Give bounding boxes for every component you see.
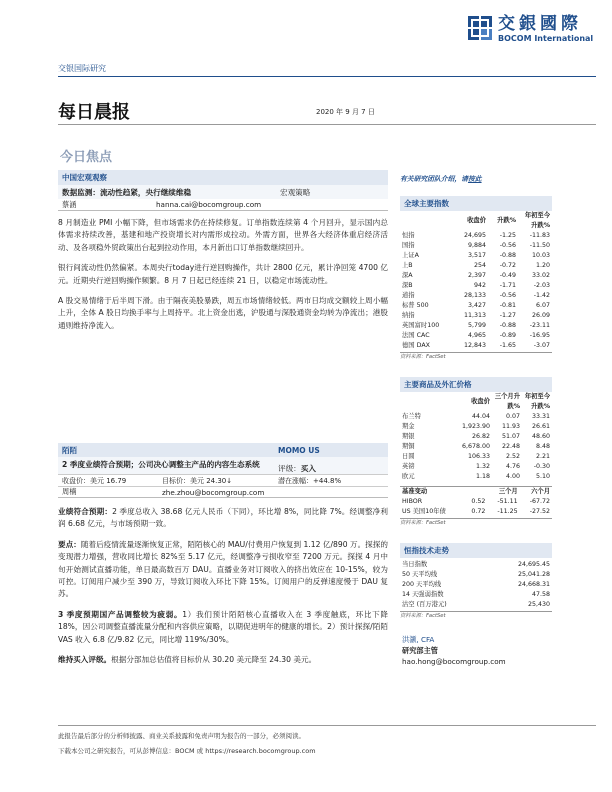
row-value: 1.32 (475, 463, 490, 470)
row-value: 10.03 (531, 252, 550, 259)
row-label: 200 天平均线 (402, 581, 442, 588)
idx-h3: 年初至今升跌% (524, 212, 550, 229)
target-price: 目标价：美元 24.30↓ (162, 476, 233, 485)
row-value: -11.50 (529, 242, 550, 249)
rate-h1 (463, 487, 487, 498)
table-row (400, 412, 552, 422)
row-label: 法国 CAC (402, 332, 430, 339)
dept-label: 交银国际研究 (58, 64, 106, 73)
row-label: 日圆 (402, 453, 415, 460)
row-value: 51.07 (501, 433, 520, 440)
row-value: 0.52 (471, 498, 486, 505)
row-value: 26.09 (531, 312, 550, 319)
row-value: 26.82 (471, 433, 490, 440)
rating-label: 评级： (278, 464, 301, 473)
row-value: 106.33 (467, 453, 490, 460)
row-value: -0.30 (533, 463, 550, 470)
indices-table (400, 211, 552, 351)
p1-lead: 业绩符合预期： (58, 507, 113, 516)
table-row (400, 472, 552, 482)
idx-h0 (400, 211, 454, 231)
table-row (400, 590, 552, 600)
row-value: 4.76 (505, 463, 520, 470)
row-value: 24,668.31 (517, 581, 550, 588)
table-row (400, 281, 552, 291)
table-row (400, 311, 552, 321)
p2-text: 随着后疫情流量逐渐恢复正常，陌陌核心的 MAU/付费用户恢复到 1.12 亿/890 万。探探的变现潜力增强，营收同比增长 82%至 5.17 亿元，经调整净亏损收窄至 7200 万元。探探 4 月中旬开始测试直播功能，单日最高数百万 DAU。直播业务对订阅收入的挤出效应在 10-15%，较为可控。订阅用户减少至 390 万，导致订阅收入环比下降 15%。订阅用户的反弹速度慢于 DAU 复苏。 (58, 539, 388, 599)
row-value: 25,041.28 (517, 571, 550, 578)
report-date: 2020 年 9 月 7 日 (316, 108, 375, 116)
macro-para-2: 银行间流动性仍然偏紧。本周央行today进行逆回购操作，共计 2800 亿元，累计净回笼 4700 亿元。近期央行逆回购操作频繁。8 月 7 日起已经连续 21 日，以稳定市场流动性。 (58, 263, 388, 285)
row-value: 24,695 (463, 232, 487, 239)
company-name: 陌陌 (62, 445, 77, 455)
row-value: -1.65 (499, 342, 516, 349)
row-value: 2.21 (535, 453, 550, 460)
row-label: 当日指数 (402, 561, 428, 568)
row-value: -11.83 (529, 232, 550, 239)
row-value: -1.25 (499, 232, 516, 239)
row-value: 9,884 (467, 242, 487, 249)
table-row (400, 422, 552, 432)
commodities-panel (400, 377, 552, 526)
row-value: 1.18 (475, 473, 490, 480)
row-value: -0.88 (499, 322, 516, 329)
row-value: -1.42 (533, 292, 550, 299)
upside: 潜在涨幅：+44.8% (278, 476, 342, 485)
macro-para-3: A 股交易情绪于后半周下滑。由于隔夜美股暴跌，周五市场情绪较低。两市日均成交额较上周小幅上升，全体 A 股日均换手率与上周持平。北上资金出逃，沪股通与深股通资金均转为净流出；港股通则维持净流入。 (58, 296, 388, 330)
idx-h2: 升跌% (497, 217, 516, 224)
row-label: 14 天强弱指数 (402, 591, 444, 598)
page-title: 每日晨报 (58, 102, 130, 123)
brand-en: BOCOM International (498, 34, 594, 43)
footer-disclaimer: 此报告最后部分的分析师披露、商业关系披露和免责声明为报告的一部分，必须阅读。 (58, 732, 305, 740)
row-label: 标普 500 (402, 302, 429, 309)
row-value: -11.25 (497, 508, 518, 515)
row-value: 11,313 (463, 312, 487, 319)
row-label: 期银 (402, 433, 415, 440)
footer-download: 下载本公司之研究报告，可从彭博信息：BOCM 或 https://research.bocomgroup.com (58, 747, 316, 755)
row-value: 47.58 (531, 591, 550, 598)
row-value: 33.31 (531, 413, 550, 420)
row-value: -0.89 (499, 332, 516, 339)
table-row (400, 560, 552, 570)
row-value: -0.56 (499, 292, 516, 299)
p4-text: 根据分部加总估值将目标价从 30.20 美元降至 24.30 美元。 (111, 655, 317, 665)
row-label: 深A (402, 272, 413, 279)
macro-email[interactable]: hanna.cai@bocomgroup.com (156, 200, 262, 209)
row-value: 5,799 (467, 322, 487, 329)
row-label: 上证A (402, 252, 419, 259)
row-value: 26.61 (531, 423, 550, 430)
row-value: 1,923.90 (461, 423, 490, 430)
momo-author: 周楠 (62, 487, 77, 496)
row-label: 道指 (402, 292, 415, 299)
idx-h1: 收盘价 (467, 217, 487, 224)
p4-lead: 维持买入评级。 (58, 655, 112, 665)
rate-h0: 基准变动 (402, 488, 428, 495)
table-row (400, 507, 552, 517)
row-label: 德国 DAX (402, 342, 430, 349)
row-value: -0.49 (499, 272, 516, 279)
close-price: 收盘价：美元 16.79 (62, 476, 127, 485)
table-row (400, 301, 552, 311)
row-value: 6,678.00 (461, 443, 490, 450)
technical-panel (400, 543, 552, 619)
table-row (400, 231, 552, 241)
table-row (400, 291, 552, 301)
row-label: 英国富时100 (402, 322, 440, 329)
row-value: 2.52 (505, 453, 520, 460)
macro-para-1: 8 月制造业 PMI 小幅下降，但市场需求仍在持续修复。订单指数连续第 4 个月回升，显示国内总体需求持续改善，基建和地产投资增长对内需形成拉动。外需方面，世界各大经济体重启经济活动、及各项稳外贸政策出台起到拉动作用，本月新出口订单指数继续回升。 (58, 218, 388, 252)
row-label: 50 天平均线 (402, 571, 438, 578)
table-row (400, 251, 552, 261)
rate-h3: 六个月 (531, 488, 550, 495)
momo-email[interactable]: zhe.zhou@bocomgroup.com (162, 487, 265, 497)
table-row (400, 462, 552, 472)
row-value: 3,517 (467, 252, 487, 259)
row-value: 24,695.45 (517, 561, 550, 568)
row-value: -3.07 (533, 342, 550, 349)
row-label: 期金 (402, 423, 415, 430)
macro-author: 蔡涵 (62, 199, 77, 209)
row-label: US 美国10年债 (402, 508, 446, 515)
table-row (400, 331, 552, 341)
table-row (400, 241, 552, 251)
table-row (400, 442, 552, 452)
team-link-line (400, 173, 552, 183)
commodities-title: 主要商品及外汇价格 (400, 377, 552, 392)
table-row (400, 580, 552, 590)
row-value: 0.07 (505, 413, 520, 420)
row-value: -0.72 (499, 262, 516, 269)
rate-h2: 三个月 (498, 488, 518, 495)
row-value: 1.20 (535, 262, 550, 269)
row-label: 纳指 (402, 312, 415, 319)
rates-table (400, 486, 552, 517)
row-value: 44.04 (471, 413, 490, 420)
p1-text: 2 季度总收入 38.68 亿元人民币（下同），环比增 8%，同比降 7%。经调整净利润 6.68 亿元，与市场预期一致。 (58, 507, 388, 529)
team-link-prefix: 有关研究团队介绍，请 (400, 175, 468, 183)
table-row (400, 321, 552, 331)
row-value: -1.27 (499, 312, 516, 319)
row-label: 国指 (402, 242, 415, 249)
row-value: 4,965 (467, 332, 487, 339)
row-value: 22.48 (501, 443, 520, 450)
row-value: -0.81 (499, 302, 516, 309)
p3-lead: 3 季度预期国产品调整较为疲弱。 (58, 609, 183, 619)
momo-headline: 2 季度业绩符合预期；公司决心调整主产品的内容生态系统 (62, 460, 260, 469)
cmd-h1: 收盘价 (471, 398, 490, 405)
indices-panel (400, 196, 552, 360)
momo-section (58, 443, 388, 666)
row-value: -51.11 (497, 498, 518, 505)
row-value: -67.72 (529, 498, 550, 505)
p2-lead: 要点： (58, 539, 81, 549)
macro-category: 宏观策略 (280, 187, 311, 197)
rating-value: 买入 (300, 464, 316, 473)
table-row (400, 271, 552, 281)
row-value: 4.00 (505, 473, 520, 480)
brand-block (498, 14, 596, 44)
table-row (400, 261, 552, 271)
technical-title: 恒指技术走势 (400, 543, 552, 558)
row-label: 恒指 (402, 232, 415, 239)
row-value: -1.71 (499, 282, 516, 289)
table-row (400, 600, 552, 610)
row-value: 33.02 (531, 272, 550, 279)
row-value: 3,427 (467, 302, 487, 309)
table-row (400, 432, 552, 442)
commodities-source: 资料来源：FactSet (400, 518, 552, 526)
row-value: -23.11 (529, 322, 550, 329)
row-value: 12,843 (463, 342, 487, 349)
commodities-table (400, 392, 552, 482)
indices-source: 资料来源：FactSet (400, 352, 552, 360)
row-value: -2.03 (533, 282, 550, 289)
row-value: 28,133 (463, 292, 487, 299)
table-row (400, 497, 552, 507)
technical-table (400, 560, 552, 610)
table-row (400, 341, 552, 351)
row-value: 5.10 (535, 473, 550, 480)
technical-source: 资料来源：FactSet (400, 611, 552, 619)
footer-rule (58, 725, 596, 726)
row-label: 期铜 (402, 443, 415, 450)
indices-title: 全球主要指数 (400, 196, 552, 211)
row-value: 0.72 (471, 508, 486, 515)
director-email[interactable]: hao.hong@bocomgroup.com (402, 657, 506, 666)
table-row (400, 570, 552, 580)
row-label: 英镑 (402, 463, 415, 470)
row-value: -27.52 (529, 508, 550, 515)
row-label: 深B (402, 282, 413, 289)
brand-cn: 交銀國際 (498, 14, 582, 34)
cmd-h2: 三个月升跌% (494, 393, 520, 410)
focus-heading: 今日焦点 (60, 150, 113, 165)
row-label: 欧元 (402, 473, 415, 480)
row-value: 8.48 (535, 443, 550, 450)
director-block (402, 634, 552, 667)
title-rule (58, 124, 596, 125)
table-row (400, 452, 552, 462)
row-value: 2,397 (467, 272, 487, 279)
director-name: 洪灏, CFA (402, 635, 435, 644)
header-rule (58, 76, 596, 77)
row-label: 沽空 (百万港元) (402, 601, 447, 608)
p3-text: 1）我们预计陌陌核心直播收入在 3 季度触底，环比下降 18%，因公司调整直播流量分配和内容供应策略，以期促进明年的健康的增长。2）预计探探/陌陌 VAS 收入 6.8 亿/9.82 亿元，同比增 119%/30%。 (58, 609, 388, 644)
macro-section (58, 170, 388, 332)
bocom-logo-icon (466, 14, 494, 42)
row-value: 942 (473, 282, 487, 289)
row-value: 254 (473, 262, 487, 269)
row-value: -0.88 (499, 252, 516, 259)
row-value: 11.93 (501, 423, 520, 430)
row-value: 25,430 (527, 601, 550, 608)
row-value: -0.56 (499, 242, 516, 249)
cmd-h3: 年初至今升跌% (524, 393, 550, 410)
row-value: -16.95 (529, 332, 550, 339)
team-link[interactable]: 按此 (467, 175, 482, 183)
row-label: 布兰特 (402, 413, 421, 420)
row-value: 48.60 (531, 433, 550, 440)
row-label: HIBOR (402, 498, 423, 505)
director-title: 研究部主管 (402, 646, 438, 655)
macro-tag: 中国宏观观察 (58, 170, 388, 185)
macro-headline: 数据监测：流动性趋紧，央行继续维稳 (62, 187, 192, 197)
ticker: MOMO US (278, 445, 320, 455)
row-label: 上B (402, 262, 413, 269)
cmd-h0 (400, 392, 438, 412)
row-value: 6.07 (535, 302, 550, 309)
